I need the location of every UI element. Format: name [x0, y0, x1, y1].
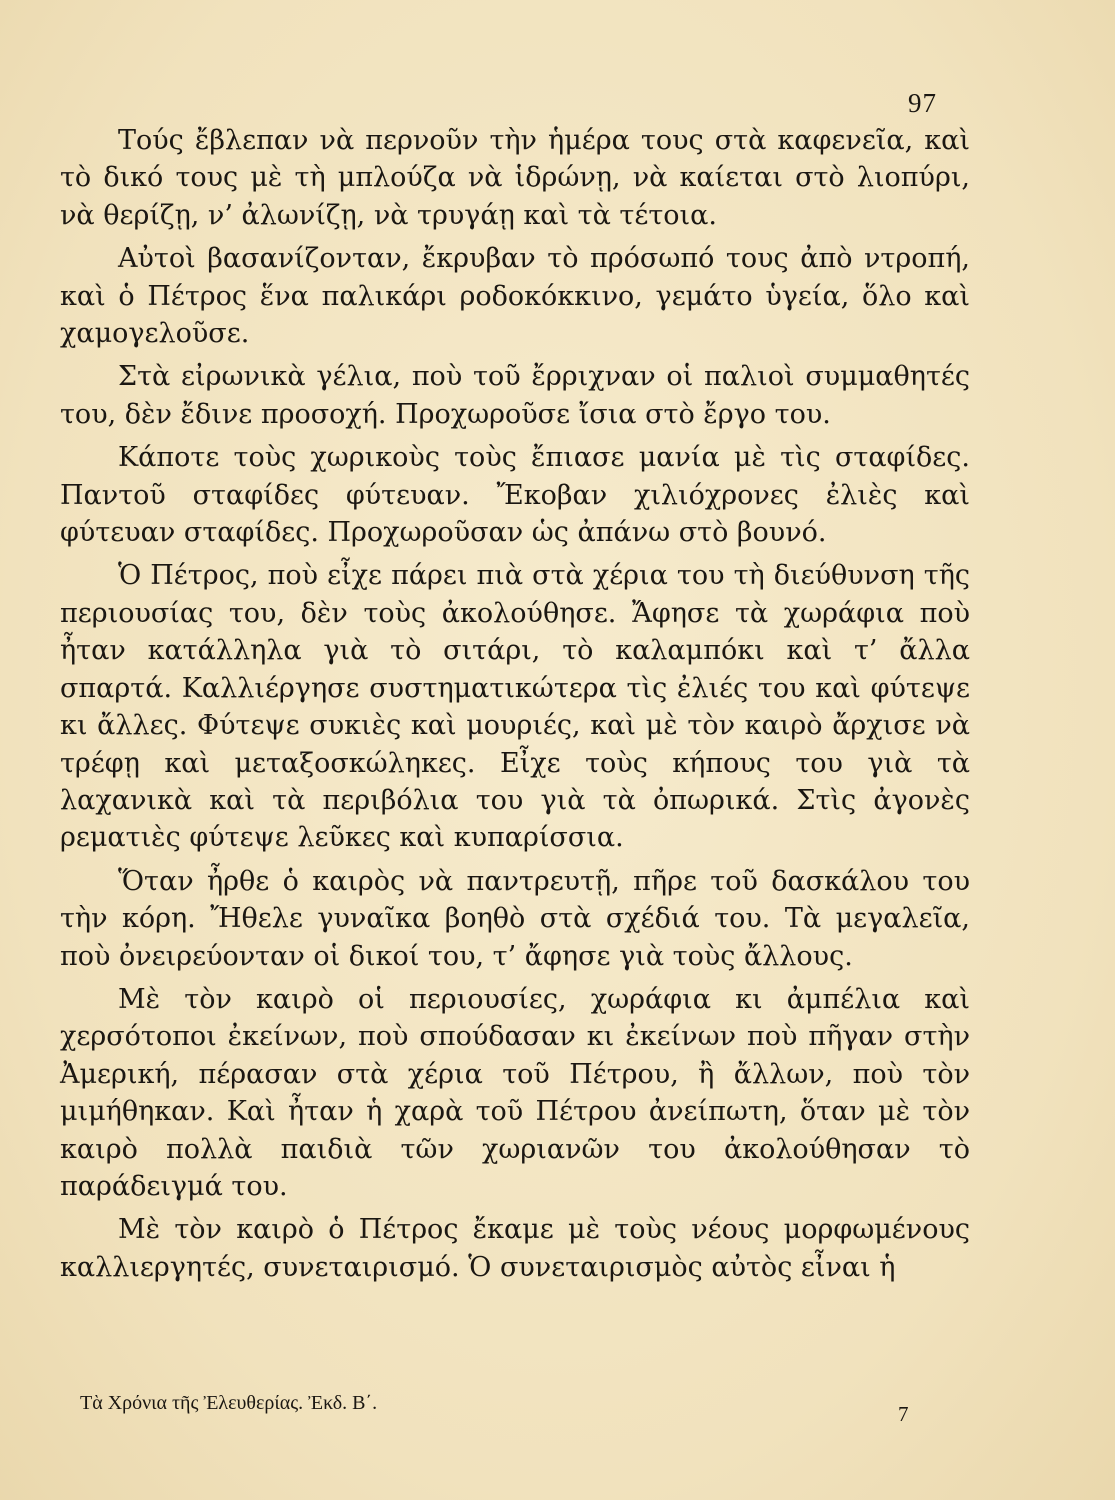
body-text [60, 122, 970, 1292]
paragraph: Μὲ τὸν καιρὸ οἱ περιουσίες, χωράφια κι ἀμπέλια καὶ χερσότοποι ἐκείνων, ποὺ σπούδασαν κι ἐκείνων ποὺ πῆγαν στὴν Ἀμερική, πέρασαν στὰ χέρια τοῦ Πέτρου, ἢ ἄλλων, ποὺ τὸν μιμήθηκαν. Καὶ ἦταν ἡ χαρὰ τοῦ Πέτρου ἀνείπωτη, ὅταν μὲ τὸν καιρὸ πολλὰ παιδιὰ τῶν χωριανῶν του ἀκολούθησαν τὸ παράδειγμά του. [60, 983, 970, 1202]
paragraph: Αὐτοὶ βασανίζονταν, ἔκρυβαν τὸ πρόσωπό τους ἀπὸ ντροπή, καὶ ὁ Πέτρος ἕνα παλικάρι ροδοκόκκινο, γεμάτο ὑγεία, ὅλο καὶ χαμογελοῦσε. [60, 243, 970, 350]
paragraph: Μὲ τὸν καιρὸ ὁ Πέτρος ἔκαμε μὲ τοὺς νέους μορφωμένους καλλιεργητές, συνεταιρισμό. Ὁ συνεταιρισμὸς αὐτὸς εἶναι ἡ [60, 1214, 970, 1283]
paragraph: Κάποτε τοὺς χωρικοὺς τοὺς ἔπιασε μανία μὲ τὶς σταφίδες. Παντοῦ σταφίδες φύτευαν. Ἔκοβαν χιλιόχρονες ἐλιὲς καὶ φύτευαν σταφίδες. Προχωροῦσαν ὡς ἀπάνω στὸ βουνό. [60, 442, 970, 549]
paragraph: Τούς ἔβλεπαν νὰ περνοῦν τὴν ἡμέρα τους στὰ καφενεῖα, καὶ τὸ δικό τους μὲ τὴ μπλούζα νὰ ἱδρώνῃ, νὰ καίεται στὸ λιοπύρι, νὰ θερίζῃ, ν’ ἀλωνίζῃ, νὰ τρυγάῃ καὶ τὰ τέτοια. [60, 125, 970, 231]
paragraph: Ὁ Πέτρος, ποὺ εἶχε πάρει πιὰ στὰ χέρια του τὴ διεύθυνση τῆς περιουσίας του, δὲν τοὺς ἀκολούθησε. Ἄφησε τὰ χωράφια ποὺ ἦταν κατάλληλα γιὰ τὸ σιτάρι, τὸ καλαμπόκι καὶ τ’ ἄλλα σπαρτά. Καλλιέργησε συστηματικώτερα τὶς ἐλιές του καὶ φύτεψε κι ἄλλες. Φύτεψε συκιὲς καὶ μουριές, καὶ μὲ τὸν καιρὸ ἄρχισε νὰ τρέφῃ καὶ μεταξοσκώληκες. Εἶχε τοὺς κήπους του γιὰ τὰ λαχανικὰ καὶ τὰ περιβόλια του γιὰ τὰ ὀπωρικά. Στὶς ἀγονὲς ρεματιὲς φύτεψε λεῦκες καὶ κυπαρίσσια. [60, 560, 970, 854]
paragraph: Ὅταν ἦρθε ὁ καιρὸς νὰ παντρευτῇ, πῆρε τοῦ δασκάλου του τὴν κόρη. Ἤθελε γυναῖκα βοηθὸ στὰ σχέδιά του. Τὰ μεγαλεῖα, ποὺ ὀνειρεύονταν οἱ δικοί του, τ’ ἄφησε γιὰ τοὺς ἄλλους. [60, 865, 970, 972]
signature-mark: 7 [898, 1402, 909, 1426]
footnote: Τὰ Χρόνια τῆς Ἐλευθερίας. Ἐκδ. Β΄. [80, 1392, 378, 1414]
page-number: 97 [908, 88, 937, 118]
paragraph: Στὰ εἰρωνικὰ γέλια, ποὺ τοῦ ἔρριχναν οἱ παλιοὶ συμμαθητές του, δὲν ἔδινε προσοχή. Προχωροῦσε ἴσια στὸ ἔργο του. [60, 361, 970, 430]
